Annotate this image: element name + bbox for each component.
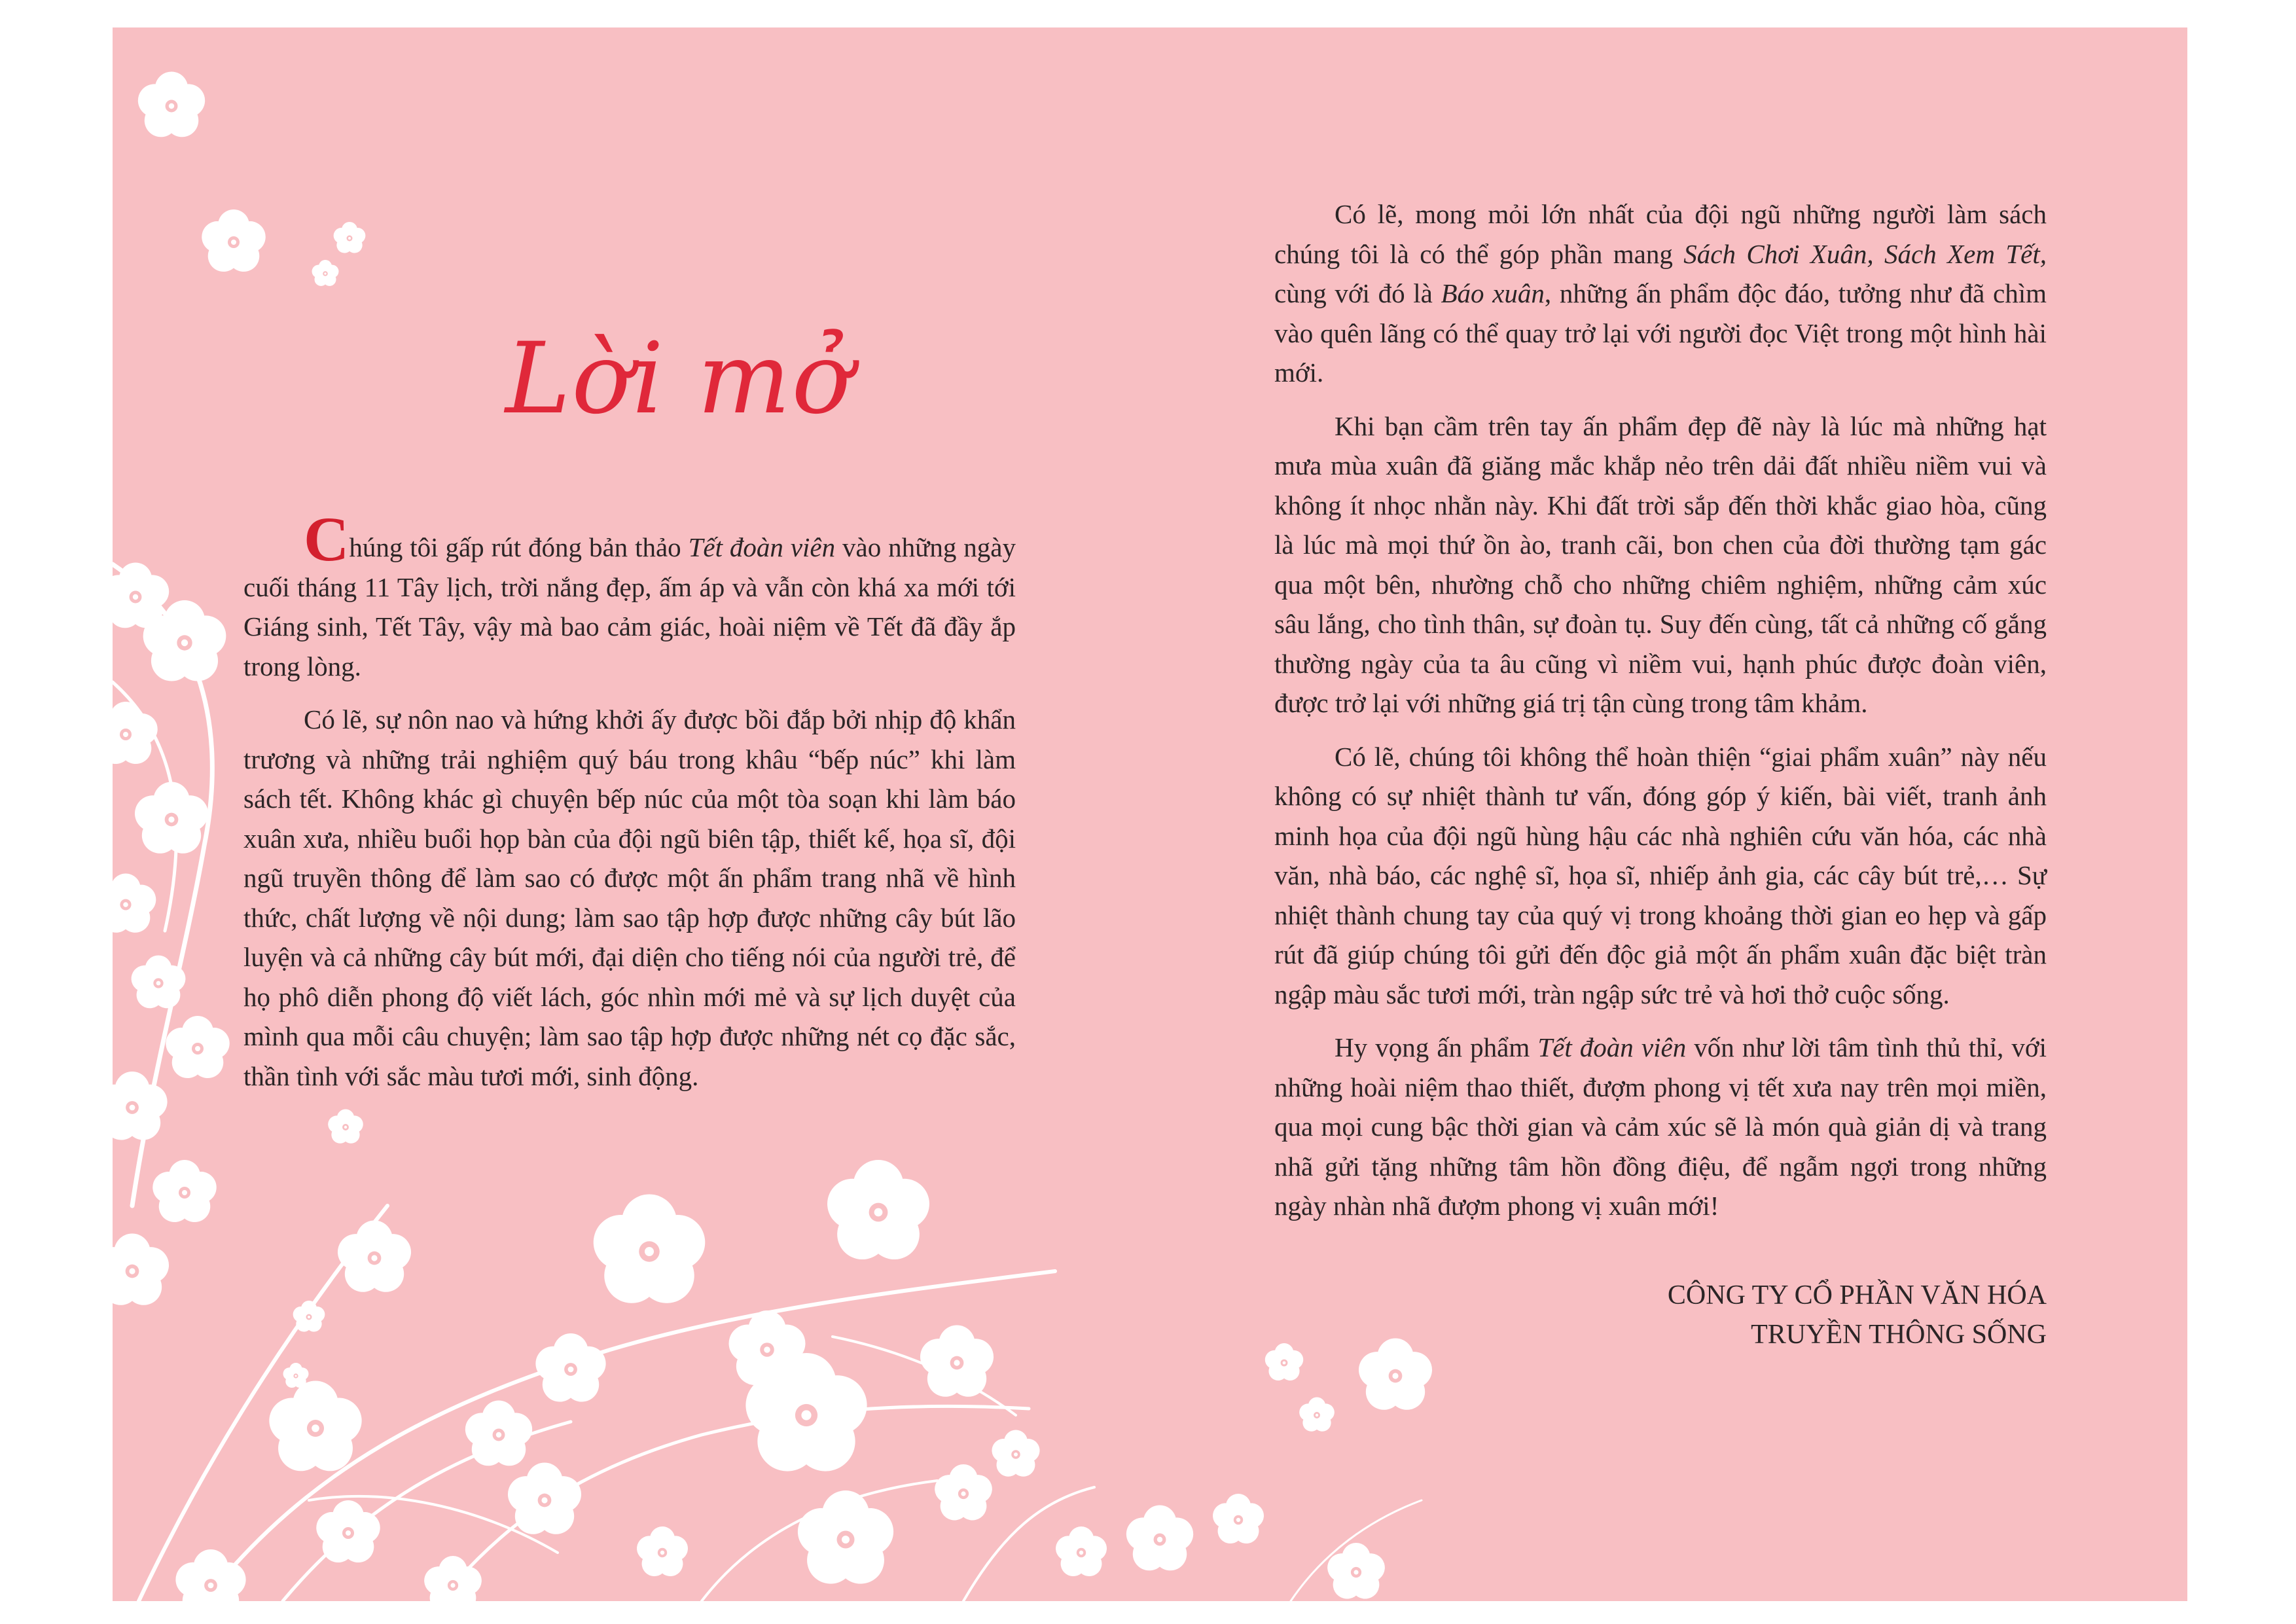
book-title-italic: Tết đoàn viên [688, 532, 836, 562]
signature-line: TRUYỀN THÔNG SỐNG [1751, 1320, 2047, 1350]
paragraph-text: vào những ngày cuối tháng 11 Tây lịch, trời nắng đẹp, ấm áp và vẫn còn khá xa mới tới Giáng sinh, Tết Tây, vậy mà bao cảm giác, hoài niệm về Tết đã đầy ắp trong lòng. [243, 532, 1016, 681]
paragraph-text: cùng với đó là [1274, 278, 1441, 308]
paragraph-text: vốn như lời tâm tình thủ thỉ, với những hoài niệm thao thiết, đượm phong vị tết xưa nay trên mọi miền, qua mọi cung bậc thời gian và cảm xúc sẽ là món quà giản dị và trang nhã gửi tặng những tâm hồn đồng điệu, để ngẫm ngợi trong những ngày nhàn nhã đượm phong vị xuân mới! [1274, 1032, 2047, 1221]
paragraph: Khi bạn cầm trên tay ấn phẩm đẹp đẽ này là lúc mà những hạt mưa mùa xuân đã giăng mắc khắp nẻo trên dải đất nhiều niềm vui và không ít nhọc nhằn này. Khi đất trời sắp đến thời khắc giao hòa, cũng là lúc mà mọi thứ ồn ào, tranh cãi, bon chen của đời thường tạm gác qua một bên, nhường chỗ cho những chiêm nghiệm, những cảm xúc sâu lắng, cho tình thân, sự đoàn tụ. Suy đến cùng, tất cả những cố gắng thường ngày của ta âu cũng vì niềm vui, hạnh phúc được đoàn viên, được trở lại với những giá trị tận cùng trong tâm khảm. [1274, 410, 2047, 718]
paragraph [243, 504, 1016, 686]
page-title: Lời mở [505, 322, 853, 436]
paragraph-text: , những ấn phẩm độc đáo, tưởng như đã chìm vào quên lãng có thể quay trở lại với người đọc Việt trong một hình hài mới. [1274, 278, 2047, 388]
paragraph-text: Hy vọng ấn phẩm [1335, 1032, 1538, 1062]
paragraph [1274, 1028, 2047, 1226]
right-column [1274, 194, 2047, 1240]
paragraph: Có lẽ, sự nôn nao và hứng khởi ấy được bồi đắp bởi nhịp độ khẩn trương và những trải nghiệm quý báu trong khâu “bếp núc” khi làm sách tết. Không khác gì chuyện bếp núc của một tòa soạn khi làm báo xuân xưa, nhiều buổi họp bàn của đội ngũ biên tập, thiết kế, họa sĩ, đội ngũ truyền thông để làm sao có được một ấn phẩm trang nhã về hình thức, chất lượng về nội dung; làm sao tập hợp được những cây bút lão luyện và cả những cây bút mới, đại diện cho tiếng nói của người trẻ, để họ phô diễn phong độ viết lách, góc nhìn mới mẻ và sự lịch duyệt của mình qua mỗi câu chuyện; làm sao tập hợp được những nét cọ đặc sắc, thần tình với sắc màu tươi mới, sinh động. [243, 704, 1016, 1091]
book-spread [113, 27, 2187, 1601]
paragraph: Có lẽ, chúng tôi không thể hoàn thiện “giai phẩm xuân” này nếu không có sự nhiệt thành tư vấn, đóng góp ý kiến, bài viết, tranh ảnh minh họa của đội ngũ hùng hậu các nhà nghiên cứu văn hóa, các nhà văn, nhà báo, các nghệ sĩ, họa sĩ, nhiếp ảnh gia, các cây bút trẻ,… Sự nhiệt thành chung tay của quý vị trong khoảng thời gian eo hẹp và gấp rút đã giúp chúng tôi gửi đến độc giả một ấn phẩm xuân đặc biệt tràn ngập màu sắc tươi mới, tràn ngập sức trẻ và hơi thở cuộc sống. [1274, 741, 2047, 1009]
signature-line: CÔNG TY CỔ PHẦN VĂN HÓA [1667, 1280, 2047, 1310]
left-column [243, 504, 1016, 1110]
paragraph-text: húng tôi gấp rút đóng bản thảo [349, 532, 689, 562]
paragraph [1274, 194, 2047, 393]
signature [1274, 1276, 2047, 1354]
italic-text: Sách Chơi Xuân, Sách Xem Tết, [1683, 238, 2047, 269]
drop-cap: C [304, 504, 350, 574]
book-title-italic: Tết đoàn viên [1537, 1032, 1687, 1062]
paragraph-text: Có lẽ, mong mỏi lớn nhất của đội ngũ những người làm sách chúng tôi là có thể góp phần mang [1274, 199, 2047, 269]
italic-text: Báo xuân [1441, 278, 1545, 308]
